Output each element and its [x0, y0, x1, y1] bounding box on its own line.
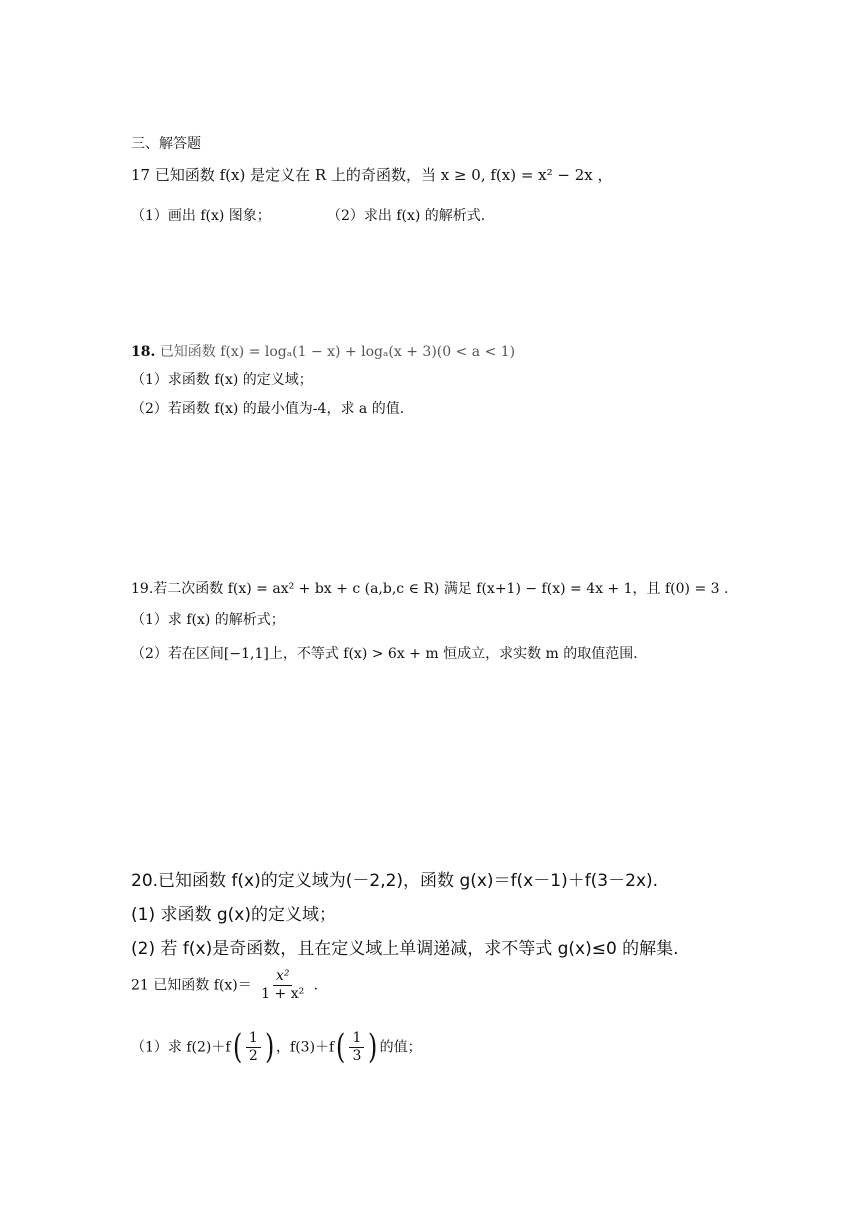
q18-stem: 已知函数 f(x) = logₐ(1 − x) + logₐ(x + 3)(0 < a < 1)	[159, 344, 516, 360]
q21-half-num: 1	[246, 1030, 261, 1048]
left-paren-icon: (	[336, 1027, 346, 1068]
q21-third-fraction	[349, 1030, 364, 1065]
q18-part1: （1）求函数 f(x) 的定义域；	[131, 372, 313, 388]
q18-number: 18.	[131, 344, 156, 360]
section-title: 三、解答题	[131, 136, 201, 152]
q21-third-num: 1	[349, 1030, 364, 1048]
q21-frac-numerator: x²	[273, 968, 293, 986]
q21-half-fraction	[246, 1030, 261, 1065]
right-paren-icon: )	[368, 1027, 378, 1068]
q21-stem-line	[131, 968, 318, 1003]
q19-part1: （1）求 f(x) 的解析式；	[131, 612, 285, 628]
q21-part1-prefix: （1）求 f(2)＋f	[131, 1039, 231, 1056]
q21-third-den: 3	[352, 1047, 362, 1064]
q19-part2: （2）若在区间[−1,1]上，不等式 f(x) > 6x + m 恒成立，求实数 m 的取值范围.	[131, 646, 638, 662]
right-paren-icon: )	[264, 1027, 275, 1068]
q21-frac-denominator: 1 + x²	[261, 985, 305, 1002]
q21-part1-mid: ，f(3)＋f	[276, 1039, 335, 1056]
q21-fraction	[258, 968, 307, 1003]
q20-part1: (1) 求函数 g(x)的定义域；	[131, 905, 337, 925]
q21-part1-line	[131, 1027, 422, 1068]
q18-stem-line	[131, 341, 515, 361]
q18-part2: （2）若函数 f(x) 的最小值为-4，求 a 的值.	[131, 401, 405, 417]
q20-stem: 20.已知函数 f(x)的定义域为(－2,2)，函数 g(x)＝f(x－1)＋f(3－2x).	[131, 871, 659, 891]
q20-part2: (2) 若 f(x)是奇函数，且在定义域上单调递减，求不等式 g(x)≤0 的解集.	[131, 939, 679, 959]
q19-stem: 19.若二次函数 f(x) = ax² + bx + c (a,b,c ∈ R) 满足 f(x+1) − f(x) = 4x + 1，且 f(0) = 3 .	[131, 581, 729, 597]
left-paren-icon: (	[232, 1027, 242, 1068]
q17-part1: （1）画出 f(x) 图象；	[131, 208, 271, 224]
q17-part2: （2）求出 f(x) 的解析式.	[327, 208, 486, 224]
q17-stem: 17 已知函数 f(x) 是定义在 R 上的奇函数，当 x ≥ 0, f(x) = x² − 2x ，	[131, 166, 613, 184]
q21-part1-suffix: 的值；	[379, 1039, 422, 1056]
q21-stem-prefix: 21 已知函数 f(x)＝	[131, 977, 252, 994]
q21-half-den: 2	[248, 1047, 258, 1064]
q21-stem-suffix: .	[313, 977, 319, 994]
